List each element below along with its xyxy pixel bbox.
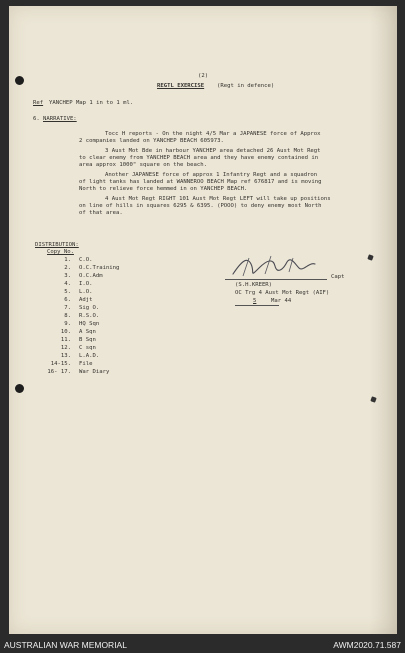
copy-recipient: Sig O.	[79, 305, 100, 311]
narrative-line: North to relieve force hemmed in on YANCHEP BEACH.	[79, 186, 248, 192]
narrative-line: 4 Aust Mot Regt RIGHT 101 Aust Mot Regt LEFT will take up positions	[105, 196, 331, 202]
narrative-line: Tocc H reports - On the night 4/5 Mar a JAPANESE force of Approx	[105, 131, 321, 137]
document-title: REGTL EXERCISE	[157, 83, 205, 89]
signature-line	[225, 279, 327, 280]
ref-label: Ref	[33, 100, 44, 106]
copy-number: 7.	[64, 305, 71, 311]
copy-recipient: I.O.	[79, 281, 93, 287]
copy-recipient: O.C.Adm	[79, 273, 103, 279]
copy-no-label: Copy No.	[47, 249, 74, 255]
page-number: (2)	[198, 73, 209, 79]
copy-recipient: C.O.	[79, 257, 93, 263]
signature-date-rest: Mar 44	[271, 298, 292, 304]
section-heading: NARRATIVE:	[43, 116, 77, 122]
punch-hole-icon	[15, 76, 24, 85]
copy-number: 12.	[60, 345, 71, 351]
signature-date-day: 5	[253, 298, 257, 304]
copy-number: 13.	[60, 353, 71, 359]
copy-number: 11.	[60, 337, 71, 343]
narrative-line: on line of hills in squares 6295 & 6395. (POOO) to deny enemy most North	[79, 203, 322, 209]
narrative-line: 2 companies landed on YANCHEP BEACH 605973.	[79, 138, 224, 144]
copy-recipient: C sqn	[79, 345, 96, 351]
copy-recipient: R.S.O.	[79, 313, 100, 319]
copy-recipient: A Sqn	[79, 329, 96, 335]
copy-recipient: O.C.Training	[79, 265, 120, 271]
signature-rank: Capt	[331, 274, 345, 280]
copy-number: 8.	[64, 313, 71, 319]
punch-hole-icon	[15, 384, 24, 393]
copy-recipient: L.O.	[79, 289, 93, 295]
narrative-line: Another JAPANESE force of approx 1 Infantry Regt and a squadron	[105, 172, 318, 178]
section-number: 6.	[33, 116, 40, 122]
footer-accession-number: AWM2020.71.587	[333, 640, 401, 650]
copy-recipient: Adjt	[79, 297, 93, 303]
document-subtitle: (Regt in defence)	[217, 83, 275, 89]
page-shadow	[369, 6, 397, 634]
narrative-line: 3 Aust Mot Bde in harbour YANCHEP area detached 26 Aust Mot Regt	[105, 148, 321, 154]
document-page	[9, 6, 397, 634]
narrative-line: area approx 1000" square on the beach.	[79, 162, 207, 168]
copy-number: 3.	[64, 273, 71, 279]
footer-institution: AUSTRALIAN WAR MEMORIAL	[4, 640, 127, 650]
copy-recipient: War Diary	[79, 369, 110, 375]
narrative-line: to clear enemy from YANCHEP BEACH area and they have enemy contained in	[79, 155, 319, 161]
copy-recipient: L.A.D.	[79, 353, 100, 359]
copy-recipient: B Sqn	[79, 337, 96, 343]
copy-recipient: HQ Sqn	[79, 321, 100, 327]
copy-number: 10.	[60, 329, 71, 335]
handwritten-signature-icon	[229, 252, 339, 282]
signature-unit: OC Trg 4 Aust Mot Regt (AIF)	[235, 290, 330, 296]
copy-number: 6.	[64, 297, 71, 303]
ref-text: YANCHEP Map 1 in to 1 ml.	[49, 100, 134, 106]
date-underline	[235, 305, 279, 306]
copy-number: 9.	[64, 321, 71, 327]
copy-number: 5.	[64, 289, 71, 295]
distribution-heading: DISTRIBUTION:	[35, 242, 79, 248]
copy-number: 4.	[64, 281, 71, 287]
copy-number: 16- 17.	[47, 369, 71, 375]
copy-recipient: File	[79, 361, 93, 367]
copy-number: 2.	[64, 265, 71, 271]
signature-name: (S.H.KREER)	[235, 282, 273, 288]
copy-number: 1.	[64, 257, 71, 263]
archive-footer	[0, 636, 405, 653]
narrative-line: of light tanks has landed at WANNEROO BEACH Map ref 676817 and is moving	[79, 179, 322, 185]
copy-number: 14-15.	[50, 361, 71, 367]
narrative-line: of that area.	[79, 210, 123, 216]
